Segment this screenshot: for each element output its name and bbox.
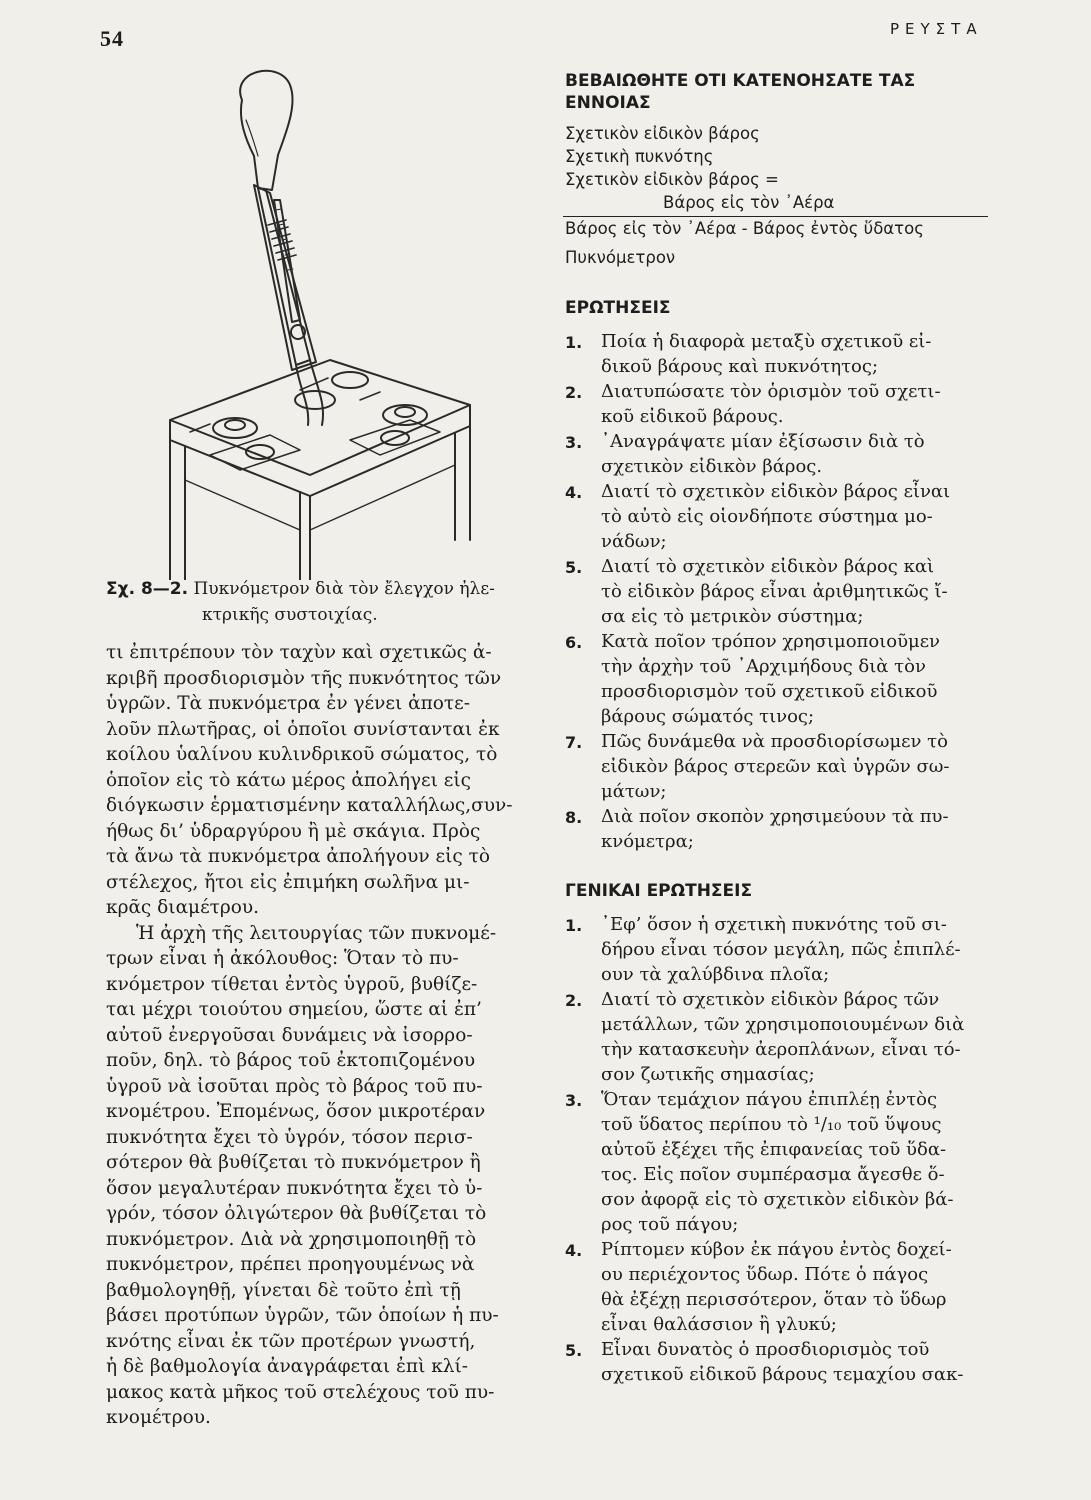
- text-line: σχετικὸν εἰδικὸν βάρος.: [601, 456, 823, 477]
- text-line: ὁποῖον εἰς τὸ κάτω μέρος ἀπολήγει εἰς: [106, 769, 471, 791]
- text-line: πυκνόμετρον. Διὰ νὰ χρησιμοποιηθῇ τὸ: [106, 1228, 477, 1250]
- text-line: στέλεχος, ἤτοι εἰς ἐπιμήκη σωλῆνα μι-: [106, 871, 470, 893]
- caption-line-1: Πυκνόμετρον διὰ τὸν ἔλεγχον ἠλε-: [193, 579, 495, 599]
- bulb-shape: [240, 71, 292, 190]
- text-line: Εἶναι δυνατὸς ὁ προσδιορισμὸς τοῦ: [601, 1339, 930, 1360]
- question-text: [601, 379, 985, 429]
- question-text: [601, 329, 985, 379]
- general-question-text: [601, 987, 985, 1087]
- text-line: ὑγρῶν. Τὰ πυκνόμετρα ἐν γένει ἀποτε-: [106, 693, 470, 714]
- text-line: δικοῦ βάρους καὶ πυκνότητος;: [601, 356, 879, 377]
- question-number: 8.: [565, 808, 583, 827]
- text-line: Διὰ ποῖον σκοπὸν χρησιμεύουν τὰ πυ-: [601, 806, 949, 827]
- text-line: ὑγροῦ νὰ ἰσοῦται πρὸς τὸ βάρος τοῦ πυ-: [106, 1075, 483, 1097]
- text-line: ου περιέχοντος ὕδωρ. Πότε ὁ πάγος: [601, 1264, 929, 1285]
- text-line: ται μέχρι τοιούτου σημείου, ὥστε αἱ ἐπ’: [106, 999, 482, 1020]
- text-line: μάτων;: [601, 781, 667, 802]
- text-line: βάρους σώματός τινος;: [601, 706, 815, 727]
- text-line: τὸ εἰδικὸν βάρος εἶναι ἀριθμητικῶς ἴ-: [601, 581, 948, 602]
- text-line: εἰδικὸν βάρος στερεῶν καὶ ὑγρῶν σω-: [601, 756, 950, 777]
- text-line: προσδιορισμὸν τοῦ σχετικοῦ εἰδικοῦ: [601, 681, 938, 702]
- paragraph-2: [106, 921, 548, 1431]
- question-item: [565, 429, 985, 479]
- general-question-text: [601, 912, 985, 987]
- concept-item: Πυκνόμετρον: [565, 248, 676, 267]
- general-question-item: [565, 987, 985, 1087]
- text-line: λοῦν πλωτῆρας, οἱ ὁποῖοι συνίστανται ἐκ: [106, 718, 500, 740]
- formula: [565, 191, 985, 240]
- text-line: Διατί τὸ σχετικὸν εἰδικὸν βάρος εἶναι: [601, 481, 951, 502]
- text-line: ρος τοῦ πάγου;: [601, 1214, 739, 1235]
- text-line: μακος κατὰ μῆκος τοῦ στελέχους τοῦ πυ-: [106, 1381, 495, 1403]
- text-line: βάσει προτύπων ὑγρῶν, τῶν ὁποίων ἡ πυ-: [106, 1305, 499, 1326]
- question-number: 6.: [565, 633, 583, 652]
- general-question-text: [601, 1237, 985, 1337]
- question-text: [601, 479, 985, 554]
- text-line: διόγκωσιν ἑρματισμένην καταλλήλως,συν-: [106, 795, 513, 816]
- text-line: αὐτοῦ ἐξέχει τῆς ἐπιφανείας τοῦ ὕδα-: [601, 1139, 947, 1160]
- text-line: κοίλου ὑαλίνου κυλινδρικοῦ σώματος, τὸ: [106, 744, 498, 765]
- text-line: σον ζωτικῆς σημασίας;: [601, 1064, 815, 1085]
- text-line: σχετικοῦ εἰδικοῦ βάρους τεμαχίου σακ-: [601, 1364, 964, 1385]
- concepts-section: [565, 70, 985, 269]
- text-line: Διατί τὸ σχετικὸν εἰδικὸν βάρος καὶ: [601, 556, 935, 577]
- text-line: μετάλλων, τῶν χρησιμοποιουμένων διὰ: [601, 1014, 965, 1035]
- concepts-heading-line-1: ΒΕΒΑΙΩΘΗΤΕ ΟΤΙ ΚΑΤΕΝΟΗΣΑΤΕ ΤΑΣ: [565, 71, 916, 91]
- text-line: Ἡ ἀρχὴ τῆς λειτουργίας τῶν πυκνομέ-: [136, 922, 497, 944]
- text-line: ᾿Αναγράψατε μίαν ἐξίσωσιν διὰ τὸ: [601, 431, 925, 452]
- question-item: [565, 329, 985, 379]
- general-question-number: 4.: [565, 1241, 583, 1260]
- concepts-heading-line-2: ΕΝΝΟΙΑΣ: [565, 93, 651, 113]
- text-line: τρων εἶναι ἡ ἀκόλουθος: Ὅταν τὸ πυ-: [106, 948, 459, 969]
- general-question-number: 5.: [565, 1341, 583, 1360]
- text-line: Ρίπτομεν κύβον ἐκ πάγου ἐντὸς δοχεί-: [601, 1239, 952, 1260]
- figure-label: Σχ. 8—2.: [106, 579, 189, 599]
- figure-caption: [106, 576, 546, 628]
- text-line: ποῦν, δηλ. τὸ βάρος τοῦ ἐκτοπιζομένου: [106, 1050, 476, 1071]
- hydrometer-battery-figure: [150, 60, 490, 580]
- concept-item: Σχετικὴ πυκνότης: [565, 147, 714, 166]
- question-text: [601, 429, 985, 479]
- question-text: [601, 554, 985, 629]
- concept-item: Σχετικὸν εἰδικὸν βάρος =: [565, 170, 779, 189]
- text-line: κνομέτρου.: [106, 1407, 211, 1428]
- text-line: κνότης εἶναι ἐκ τῶν προτέρων γνωστή,: [106, 1330, 476, 1352]
- text-line: ήθως δι’ ὑδραργύρου ἢ μὲ σκάγια. Πρὸς: [106, 820, 481, 842]
- question-item: [565, 479, 985, 554]
- general-question-item: [565, 912, 985, 987]
- text-line: πυκνότητα ἔχει τὸ ὑγρόν, τόσον περισ-: [106, 1126, 473, 1148]
- text-line: τι ἐπιτρέπουν τὸν ταχὺν καὶ σχετικῶς ἀ-: [106, 642, 492, 663]
- page-number: 54: [100, 26, 124, 51]
- question-number: 3.: [565, 433, 583, 452]
- text-line: σα εἰς τὸ μετρικὸν σύστημα;: [601, 606, 864, 627]
- question-text: [601, 629, 985, 729]
- text-line: ᾿Εφ’ ὅσον ἡ σχετικὴ πυκνότης τοῦ σι-: [601, 914, 947, 935]
- left-column-text: [106, 640, 548, 1431]
- question-text: [601, 729, 985, 804]
- caption-line-2: κτρικῆς συστοιχίας.: [202, 605, 378, 625]
- question-item: [565, 554, 985, 629]
- text-line: κριβῆ προσδιορισμὸν τῆς πυκνότητος τῶν: [106, 667, 502, 689]
- text-line: τὰ ἄνω τὰ πυκνόμετρα ἀπολήγουν εἰς τὸ: [106, 846, 490, 867]
- question-number: 7.: [565, 733, 583, 752]
- general-questions-heading: ΓΕΝΙΚΑΙ ΕΡΩΤΗΣΕΙΣ: [565, 881, 753, 901]
- question-item: [565, 804, 985, 854]
- text-line: κνομέτρου. Ἐπομένως, ὅσον μικροτέραν: [106, 1101, 486, 1122]
- question-text: [601, 804, 985, 854]
- text-line: Ποία ἡ διαφορὰ μεταξὺ σχετικοῦ εἰ-: [601, 331, 932, 352]
- text-line: κοῦ εἰδικοῦ βάρους.: [601, 406, 784, 427]
- text-line: ἡ δὲ βαθμολογία ἀναγράφεται ἐπὶ κλί-: [106, 1356, 469, 1377]
- formula-denominator: Βάρος εἰς τὸν ᾿Αέρα - Βάρος ἐντὸς ὕδατος: [565, 219, 924, 238]
- general-question-text: [601, 1337, 985, 1387]
- text-line: βαθμολογηθῇ, γίνεται δὲ τοῦτο ἐπὶ τῇ: [106, 1279, 461, 1301]
- question-number: 4.: [565, 483, 583, 502]
- concept-item: Σχετικὸν εἰδικὸν βάρος: [565, 124, 760, 143]
- text-line: τὴν κατασκευὴν ἀεροπλάνων, εἶναι τό-: [601, 1039, 961, 1060]
- question-number: 2.: [565, 383, 583, 402]
- text-line: αὐτοῦ ἐνεργοῦσαι δυνάμεις νὰ ἰσορρο-: [106, 1024, 473, 1046]
- text-line: Πῶς δυνάμεθα νὰ προσδιορίσωμεν τὸ: [601, 731, 948, 752]
- general-question-number: 2.: [565, 991, 583, 1010]
- text-line: σότερον θὰ βυθίζεται τὸ πυκνόμετρον ἢ: [106, 1152, 481, 1173]
- text-line: κνόμετρα;: [601, 831, 694, 852]
- questions-list: [565, 329, 985, 854]
- general-question-number: 3.: [565, 1091, 583, 1110]
- general-question-text: [601, 1087, 985, 1237]
- running-title: ΡΕΥΣΤΑ: [890, 20, 983, 38]
- question-item: [565, 729, 985, 804]
- text-line: Κατὰ ποῖον τρόπον χρησιμοποιοῦμεν: [601, 631, 940, 652]
- text-line: δήρου εἶναι τόσον μεγάλη, πῶς ἐπιπλέ-: [601, 939, 961, 960]
- general-questions-list: [565, 912, 985, 1387]
- text-line: Διατί τὸ σχετικὸν εἰδικὸν βάρος τῶν: [601, 989, 940, 1010]
- questions-heading: ΕΡΩΤΗΣΕΙΣ: [565, 298, 671, 318]
- text-line: Διατυπώσατε τὸν ὁρισμὸν τοῦ σχετι-: [601, 381, 941, 402]
- text-line: θὰ ἐξέχῃ περισσότερον, ὅταν τὸ ὕδωρ: [601, 1289, 947, 1310]
- general-question-item: [565, 1087, 985, 1237]
- question-item: [565, 379, 985, 429]
- text-line: κρᾶς διαμέτρου.: [106, 897, 260, 918]
- paragraph-1: [106, 640, 548, 921]
- formula-numerator: Βάρος εἰς τὸν ᾿Αέρα: [663, 193, 835, 212]
- text-line: τοῦ ὕδατος περίπου τὸ ¹/₁₀ τοῦ ὕψους: [601, 1114, 942, 1135]
- general-question-item: [565, 1337, 985, 1387]
- text-line: τὸ αὐτὸ εἰς οἱονδήποτε σύστημα μο-: [601, 506, 933, 527]
- general-question-item: [565, 1237, 985, 1337]
- question-item: [565, 629, 985, 729]
- right-column: [565, 70, 985, 1387]
- text-line: εἶναι θαλάσσιον ἢ γλυκύ;: [601, 1314, 837, 1335]
- battery-body: [170, 426, 470, 580]
- text-line: σον ἀφορᾷ εἰς τὸ σχετικὸν εἰδικὸν βά-: [601, 1189, 954, 1210]
- text-line: τὴν ἀρχὴν τοῦ ᾿Αρχιμήδους διὰ τὸν: [601, 656, 926, 677]
- general-question-number: 1.: [565, 916, 583, 935]
- question-number: 1.: [565, 333, 583, 352]
- question-number: 5.: [565, 558, 583, 577]
- text-line: γρόν, τόσον ὀλιγώτερον θὰ βυθίζεται τὸ: [106, 1203, 487, 1224]
- text-line: νάδων;: [601, 531, 667, 552]
- text-line: ὅσον μεγαλυτέραν πυκνότητα ἔχει τὸ ὑ-: [106, 1177, 483, 1199]
- text-line: κνόμετρον τίθεται ἐντὸς ὑγροῦ, βυθίζε-: [106, 973, 478, 995]
- text-line: ουν τὰ χαλύβδινα πλοῖα;: [601, 964, 830, 985]
- text-line: πυκνόμετρον, πρέπει προηγουμένως νὰ: [106, 1254, 475, 1275]
- text-line: τος. Εἰς ποῖον συμπέρασμα ἄγεσθε ὅ-: [601, 1164, 945, 1185]
- text-line: Ὅταν τεμάχιον πάγου ἐπιπλέῃ ἐντὸς: [601, 1089, 938, 1110]
